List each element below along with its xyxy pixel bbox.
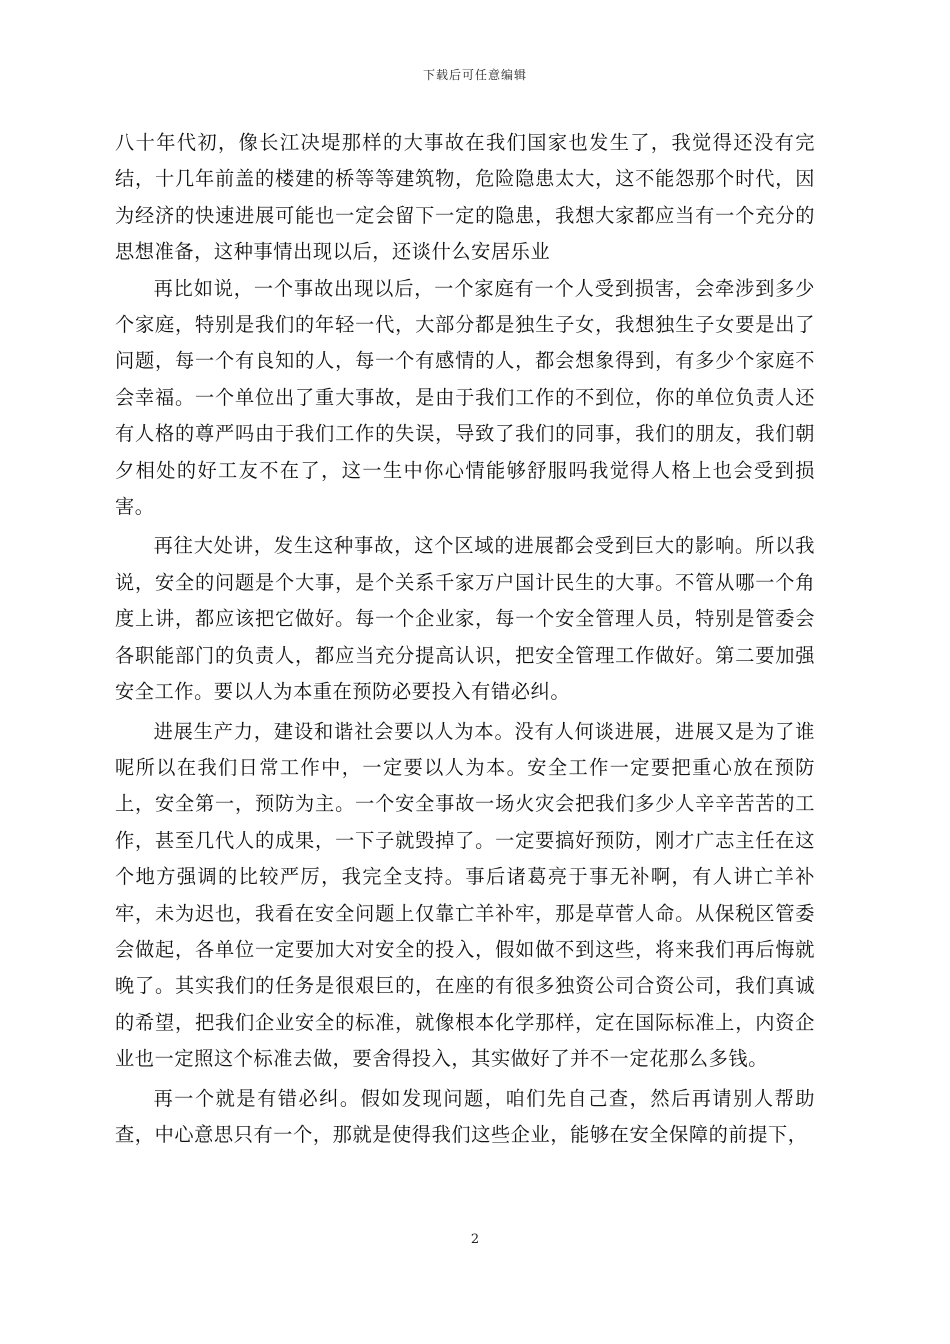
- page-number: 2: [470, 1232, 480, 1247]
- paragraph-5: 再一个就是有错必纠。假如发现问题，咱们先自己查，然后再请别人帮助查，中心意思只有一个，那就是使得我们这些企业，能够在安全保障的前提下，: [115, 1086, 815, 1146]
- paragraph-1: 八十年代初，像长江决堤那样的大事故在我们国家也发生了，我觉得还没有完结，十几年前盖的楼建的桥等等建筑物，危险隐患太大，这不能怨那个时代，因为经济的快速进展可能也一定会留下一定的隐患，我想大家都应当有一个充分的思想准备，这种事情出现以后，还谈什么安居乐业: [115, 131, 815, 264]
- paragraph-2: 再比如说，一个事故出现以后，一个家庭有一个人受到损害，会牵涉到多少个家庭，特别是我们的年轻一代，大部分都是独生子女，我想独生子女要是出了问题，每一个有良知的人，每一个有感情的人，都会想象得到，有多少个家庭不会幸福。一个单位出了重大事故，是由于我们工作的不到位，你的单位负责人还有人格的尊严吗由于我们工作的失误，导致了我们的同事，我们的朋友，我们朝夕相处的好工友不在了，这一生中你心情能够舒服吗我觉得人格上也会受到损害。: [115, 276, 815, 519]
- page-header: 下载后可任意编辑: [422, 68, 527, 82]
- document-body: [115, 125, 815, 1153]
- paragraph-3: 再往大处讲，发生这种事故，这个区域的进展都会受到巨大的影响。所以我说，安全的问题是个大事，是个关系千家万户国计民生的大事。不管从哪一个角度上讲，都应该把它做好。每一个企业家，每一个安全管理人员，特别是管委会各职能部门的负责人，都应当充分提高认识，把安全管理工作做好。第二要加强安全工作。要以人为本重在预防必要投入有错必纠。: [115, 534, 815, 704]
- paragraph-4: 进展生产力，建设和谐社会要以人为本。没有人何谈进展，进展又是为了谁呢所以在我们日常工作中，一定要以人为本。安全工作一定要把重心放在预防上，安全第一，预防为主。一个安全事故一场火灾会把我们多少人辛辛苦苦的工作，甚至几代人的成果，一下子就毁掉了。一定要搞好预防，刚才广志主任在这个地方强调的比较严厉，我完全支持。事后诸葛亮于事无补啊，有人讲亡羊补牢，未为迟也，我看在安全问题上仅靠亡羊补牢，那是草菅人命。从保税区管委会做起，各单位一定要加大对安全的投入，假如做不到这些，将来我们再后悔就晚了。其实我们的任务是很艰巨的，在座的有很多独资公司合资公司，我们真诚的希望，把我们企业安全的标准，就像根本化学那样，定在国际标准上，内资企业也一定照这个标准去做，要舍得投入，其实做好了并不一定花那么多钱。: [115, 719, 815, 1071]
